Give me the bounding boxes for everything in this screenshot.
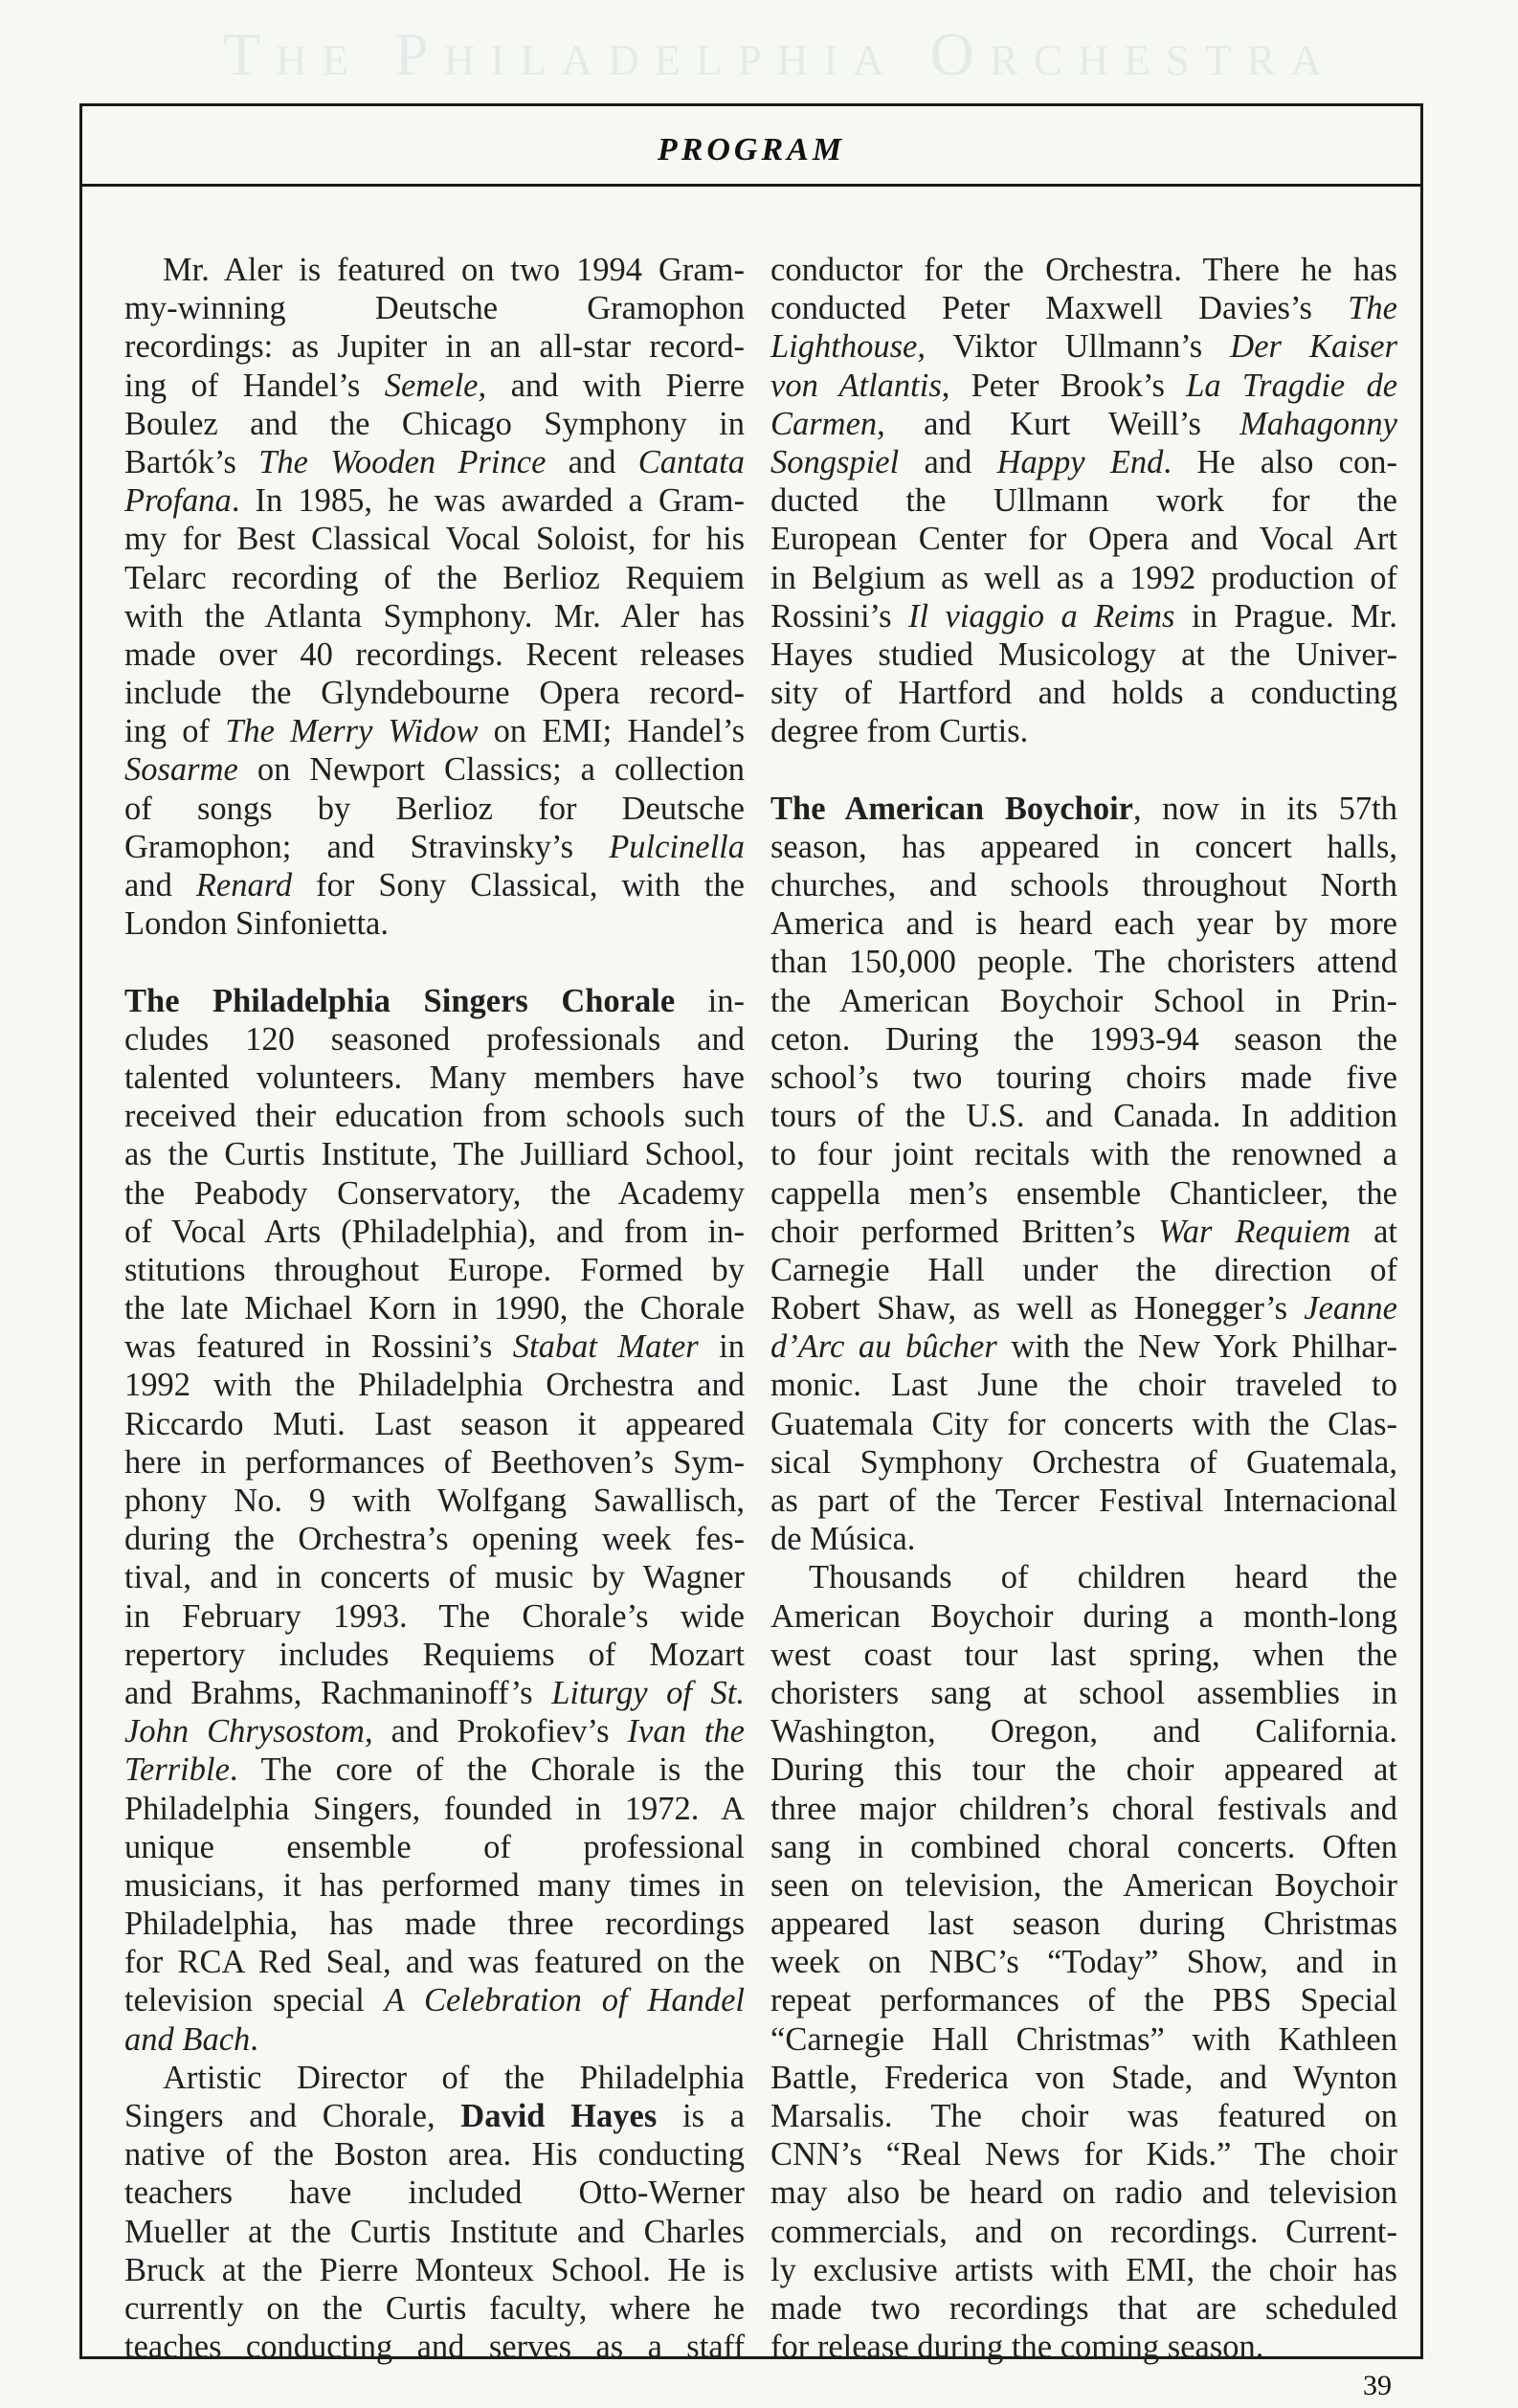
text-run: ing of — [124, 713, 226, 750]
text-run: talented volunteers. Many members have — [124, 1059, 745, 1096]
text-run: for Sony Classical, with the — [292, 867, 745, 903]
text-line — [124, 2059, 745, 2097]
text-run: received their education from schools such — [124, 1098, 745, 1135]
text-line — [770, 1174, 1397, 1213]
text-run: Marsalis. The choir was featured on — [770, 2098, 1397, 2134]
text-line — [770, 1251, 1397, 1289]
italic-title: The — [1348, 290, 1397, 327]
text-run: is a — [657, 2098, 746, 2134]
text-run: and — [124, 867, 196, 903]
text-line — [124, 904, 745, 943]
italic-title: The Merry Widow — [225, 713, 479, 750]
italic-title: Semele, — [384, 367, 487, 404]
text-run: made two recordings that are scheduled — [770, 2289, 1397, 2327]
text-run: musicians, it has performed many times in — [124, 1866, 745, 1904]
text-line — [770, 443, 1397, 481]
page-title: PROGRAM — [657, 131, 846, 167]
text-run: America and is heard each year by more — [770, 905, 1397, 943]
text-run: repertory includes Requiems of Mozart — [124, 1636, 745, 1673]
text-line — [124, 1327, 745, 1366]
text-run: choir performed Britten’s — [770, 1213, 1159, 1250]
text-line — [124, 635, 745, 674]
text-line — [770, 405, 1397, 443]
text-run: currently on the Curtis faculty, where he — [124, 2289, 745, 2327]
text-line — [770, 982, 1397, 1020]
text-line — [124, 866, 745, 904]
text-line — [770, 1482, 1397, 1520]
italic-title: Profana — [124, 482, 232, 520]
text-line — [124, 367, 745, 405]
text-run: week on NBC’s “Today” Show, and in — [770, 1944, 1397, 1981]
text-line — [124, 559, 745, 597]
text-run: sical Symphony Orchestra of Guatemala, — [770, 1443, 1397, 1481]
text-run: for RCA Red Seal, and was featured on the — [124, 1944, 745, 1981]
text-run: to four joint recitals with the renowned a — [770, 1136, 1397, 1173]
italic-title: Jeanne — [1304, 1290, 1397, 1327]
text-run: Philadelphia, has made three recordings — [124, 1906, 745, 1943]
text-run: as part of the Tercer Festival Internacional — [770, 1483, 1397, 1519]
text-run: recordings: as Jupiter in an all-star record- — [124, 328, 745, 366]
text-line — [770, 1020, 1397, 1059]
text-line — [124, 289, 745, 327]
text-line — [124, 712, 745, 750]
text-run: phony No. 9 with Wolfgang Sawallisch, — [124, 1483, 745, 1519]
bold-name: David Hayes — [460, 2098, 658, 2134]
text-run: made over 40 recordings. Recent releases — [124, 635, 745, 673]
text-line — [124, 1790, 745, 1828]
text-run: in February 1993. The Chorale’s wide — [124, 1597, 745, 1635]
text-line — [770, 1059, 1397, 1097]
text-run: , and Prokofiev’s — [364, 1713, 628, 1750]
text-line — [770, 1866, 1397, 1905]
text-run: London Sinfonietta. — [124, 905, 389, 943]
text-line — [124, 1097, 745, 1135]
text-run: and — [899, 443, 997, 480]
italic-title: Stabat Mater — [512, 1328, 699, 1366]
text-line — [124, 481, 745, 520]
text-run: ducted the Ullmann work for the — [770, 482, 1397, 520]
italic-title: Lighthouse, — [770, 328, 926, 366]
text-line — [770, 2213, 1397, 2251]
text-line — [770, 1558, 1397, 1596]
text-line — [770, 1213, 1397, 1251]
text-line — [124, 1981, 745, 2019]
text-line — [124, 1174, 745, 1213]
italic-title: Cantata — [637, 443, 745, 480]
text-run: school’s two touring choirs made five — [770, 1059, 1397, 1096]
text-line — [770, 1366, 1397, 1404]
text-line — [124, 2020, 745, 2059]
text-line — [770, 289, 1397, 327]
text-run: tours of the U.S. and Canada. In addition — [770, 1098, 1397, 1135]
text-run: Telarc recording of the Berlioz Requiem — [124, 559, 745, 596]
text-line — [124, 1289, 745, 1327]
text-line — [124, 1213, 745, 1251]
text-line — [124, 327, 745, 366]
text-line — [770, 1981, 1397, 2019]
text-line — [124, 2251, 745, 2289]
text-run: commercials, and on recordings. Current- — [770, 2213, 1397, 2250]
text-run: for release during the coming season. — [770, 2329, 1264, 2366]
italic-title: Renard — [195, 867, 293, 903]
text-line — [770, 712, 1397, 750]
text-line — [124, 1405, 745, 1443]
text-run: . He also con- — [1163, 443, 1397, 480]
text-line — [124, 1443, 745, 1482]
text-run: on Newport Classics; a collection — [237, 751, 745, 789]
text-line — [124, 1020, 745, 1059]
text-line — [124, 674, 745, 712]
text-run: was featured in Rossini’s — [124, 1328, 513, 1366]
text-run: appeared last season during Christmas — [770, 1906, 1397, 1943]
text-line — [770, 1828, 1397, 1866]
text-line — [124, 1059, 745, 1097]
text-line — [124, 1905, 745, 1943]
italic-title: Songspiel — [770, 443, 900, 480]
text-line — [124, 597, 745, 635]
text-run: repeat performances of the PBS Special — [770, 1982, 1397, 2019]
text-run: than 150,000 people. The choristers attend — [770, 944, 1397, 981]
text-line — [770, 1905, 1397, 1943]
text-line — [770, 1750, 1397, 1789]
text-run: Battle, Frederica von Stade, and Wynton — [770, 2059, 1397, 2096]
text-run: de Música. — [770, 1521, 916, 1558]
text-line — [124, 443, 745, 481]
italic-title: von Atlantis — [770, 367, 942, 404]
program-header — [82, 106, 1420, 187]
text-run: . In 1985, he was awarded a Gram- — [231, 482, 745, 520]
italic-title: Mahagonny — [1239, 405, 1397, 442]
text-run: on EMI; Handel’s — [478, 713, 746, 750]
text-run: sang in combined choral concerts. Often — [770, 1828, 1397, 1865]
text-run: may also be heard on radio and television — [770, 2174, 1397, 2212]
text-run: sity of Hartford and holds a conducting — [770, 675, 1397, 712]
text-line — [124, 1251, 745, 1289]
text-line — [770, 1327, 1397, 1366]
italic-title: Il viaggio a Reims — [908, 597, 1175, 635]
text-run: of songs by Berlioz for Deutsche — [124, 790, 745, 827]
text-line — [124, 1750, 745, 1789]
text-line — [124, 1712, 745, 1750]
text-run: “Carnegie Hall Christmas” with Kathleen — [770, 2020, 1397, 2058]
text-run: seen on television, the American Boychoir — [770, 1866, 1397, 1904]
text-run: conductor for the Orchestra. There he has — [770, 252, 1397, 288]
text-run: conducted Peter Maxwell Davies’s — [770, 290, 1349, 327]
text-run: Mr. Aler is featured on two 1994 Gram- — [163, 252, 745, 288]
text-run: the American Boychoir School in Prin- — [770, 982, 1397, 1019]
text-run: ly exclusive artists with EMI, the choir has — [770, 2251, 1397, 2288]
text-line — [770, 2251, 1397, 2289]
text-line — [124, 2289, 745, 2328]
text-line — [124, 520, 745, 558]
italic-title: The Wooden Prince — [258, 443, 547, 480]
text-run: teaches conducting and serves as a staff — [124, 2329, 745, 2366]
text-run: my for Best Classical Vocal Soloist, for his — [124, 521, 745, 558]
text-run: degree from Curtis. — [770, 713, 1029, 750]
text-line — [770, 674, 1397, 712]
text-line — [124, 1558, 745, 1596]
text-run: Robert Shaw, as well as Honegger’s — [770, 1290, 1305, 1327]
text-line — [770, 1712, 1397, 1750]
italic-title: Sosarme — [124, 751, 238, 789]
text-run: Gramophon; and Stravinsky’s — [124, 828, 610, 865]
text-line — [770, 635, 1397, 674]
text-run: native of the Boston area. His conducting — [124, 2136, 745, 2174]
text-line — [124, 1135, 745, 1173]
text-line — [770, 1520, 1397, 1558]
text-line — [770, 790, 1397, 828]
text-line — [770, 597, 1397, 635]
text-run: in — [698, 1328, 745, 1366]
text-run: , Peter Brook’s — [941, 367, 1187, 404]
text-line — [770, 2328, 1397, 2366]
text-run: in Belgium as well as a 1992 production of — [770, 559, 1397, 596]
text-line — [124, 2213, 745, 2251]
italic-title: A Celebration of Handel — [384, 1982, 745, 2019]
text-line — [124, 2135, 745, 2174]
text-run: 1992 with the Philadelphia Orchestra and — [124, 1367, 745, 1404]
italic-title: Ivan the — [627, 1713, 745, 1750]
text-line — [770, 2289, 1397, 2328]
text-run: Guatemala City for concerts with the Clas- — [770, 1405, 1397, 1442]
text-run: Mueller at the Curtis Institute and Charles — [124, 2213, 745, 2250]
text-line — [124, 1943, 745, 1981]
text-line — [770, 2059, 1397, 2097]
page-number: 39 — [1363, 2370, 1392, 2401]
text-run: During this tour the choir appeared at — [770, 1751, 1397, 1789]
text-run: choristers sang at school assemblies in — [770, 1674, 1397, 1711]
text-run: Riccardo Muti. Last season it appeared — [124, 1405, 745, 1442]
text-run: Boulez and the Chicago Symphony in — [124, 405, 745, 442]
italic-title: La Tragdie de — [1186, 367, 1398, 404]
text-run: Rossini’s — [770, 597, 908, 635]
text-run: and with Pierre — [486, 367, 745, 404]
background-watermark-title: The Philadelphia Orchestra — [223, 20, 1337, 88]
text-line — [124, 251, 745, 289]
text-run: during the Orchestra’s opening week fes- — [124, 1521, 745, 1558]
text-line — [124, 1866, 745, 1905]
text-line — [770, 1443, 1397, 1482]
text-line — [770, 520, 1397, 558]
text-line — [770, 904, 1397, 943]
text-run: season, has appeared in concert halls, — [770, 828, 1397, 865]
text-line — [770, 1674, 1397, 1712]
text-run: , and Kurt Weill’s — [877, 405, 1240, 442]
text-line — [124, 1674, 745, 1712]
text-run: monic. Last June the choir traveled to — [770, 1367, 1397, 1404]
text-line — [770, 559, 1397, 597]
text-line — [770, 828, 1397, 866]
text-line — [124, 2097, 745, 2135]
text-line — [770, 866, 1397, 904]
text-run: the Peabody Conservatory, the Academy — [124, 1174, 745, 1212]
text-line — [124, 2328, 745, 2366]
text-line — [770, 367, 1397, 405]
text-line — [124, 982, 745, 1020]
text-line — [124, 1366, 745, 1404]
text-line — [770, 2020, 1397, 2059]
italic-title: d’Arc au bûcher — [770, 1328, 997, 1366]
text-line — [770, 251, 1397, 289]
text-line — [770, 1097, 1397, 1135]
text-run: Singers and Chorale, — [124, 2098, 461, 2134]
text-line — [124, 828, 745, 866]
text-run: with the Atlanta Symphony. Mr. Aler has — [124, 597, 745, 635]
text-run: in- — [675, 982, 746, 1019]
italic-title: Pulcinella — [609, 828, 745, 865]
italic-title: Der Kaiser — [1230, 328, 1398, 366]
bold-name: The American Boychoir — [770, 790, 1133, 827]
text-run: ing of Handel’s — [124, 367, 385, 404]
text-run: in Prague. Mr. — [1174, 597, 1397, 635]
italic-title: Happy End — [996, 443, 1164, 480]
text-run: . The core of the Chorale is the — [229, 1751, 745, 1789]
text-line — [124, 750, 745, 789]
text-line — [770, 1790, 1397, 1828]
text-run: unique ensemble of professional — [124, 1828, 745, 1865]
text-run: as the Curtis Institute, The Juilliard School, — [124, 1136, 745, 1173]
text-run: CNN’s “Real News for Kids.” The choir — [770, 2136, 1397, 2174]
text-run: European Center for Opera and Vocal Art — [770, 521, 1397, 558]
text-line — [124, 1597, 745, 1636]
left-column — [124, 251, 745, 2366]
text-run: Philadelphia Singers, founded in 1972. A — [124, 1790, 745, 1827]
text-run: include the Glyndebourne Opera record- — [124, 675, 745, 712]
paragraph-spacer — [124, 943, 745, 981]
text-run: ceton. During the 1993-94 season the — [770, 1020, 1397, 1058]
text-run: the late Michael Korn in 1990, the Chorale — [124, 1290, 745, 1327]
text-line — [770, 2174, 1397, 2212]
text-line — [770, 1405, 1397, 1443]
italic-title: and Bach — [124, 2020, 251, 2058]
text-line — [770, 481, 1397, 520]
text-run: , now in its 57th — [1132, 790, 1397, 827]
text-run: Hayes studied Musicology at the Univer- — [770, 635, 1397, 673]
italic-title: War Requiem — [1158, 1213, 1351, 1250]
text-line — [770, 1943, 1397, 1981]
text-run: cludes 120 seasoned professionals and — [124, 1020, 745, 1058]
text-line — [770, 2135, 1397, 2174]
text-line — [770, 327, 1397, 366]
text-line — [124, 1828, 745, 1866]
paragraph-spacer — [770, 750, 1397, 789]
text-line — [770, 943, 1397, 981]
text-run: Artistic Director of the Philadelphia — [163, 2059, 745, 2096]
text-run: west coast tour last spring, when the — [770, 1636, 1397, 1673]
text-run: Viktor Ullmann’s — [925, 328, 1231, 366]
text-run: and Brahms, Rachmaninoff’s — [124, 1674, 552, 1711]
text-line — [124, 2174, 745, 2212]
text-line — [124, 790, 745, 828]
text-run: Carnegie Hall under the direction of — [770, 1251, 1397, 1288]
italic-title: John Chrysostom — [124, 1713, 365, 1750]
text-run: three major children’s choral festivals and — [770, 1790, 1397, 1827]
text-run: tival, and in concerts of music by Wagner — [124, 1559, 745, 1596]
text-line — [770, 1289, 1397, 1327]
text-run: churches, and schools throughout North — [770, 867, 1397, 903]
text-line — [124, 1482, 745, 1520]
text-line — [124, 1520, 745, 1558]
italic-title: Carmen — [770, 405, 878, 442]
text-line — [124, 1636, 745, 1674]
text-run: American Boychoir during a month-long — [770, 1597, 1397, 1635]
text-run: Washington, Oregon, and California. — [770, 1713, 1397, 1750]
text-line — [770, 1597, 1397, 1636]
text-run: teachers have included Otto-Werner — [124, 2174, 745, 2212]
text-run: Bruck at the Pierre Monteux School. He is — [124, 2251, 745, 2288]
text-run: stitutions throughout Europe. Formed by — [124, 1251, 745, 1288]
text-run: Thousands of children heard the — [809, 1559, 1397, 1596]
text-run: my-winning Deutsche Gramophon — [124, 290, 745, 327]
text-run: at — [1351, 1213, 1397, 1250]
italic-title: Terrible — [124, 1751, 230, 1789]
text-line — [770, 1135, 1397, 1173]
text-run: . — [250, 2020, 258, 2058]
text-run: cappella men’s ensemble Chanticleer, the — [770, 1174, 1397, 1212]
text-run: with the New York Philhar- — [996, 1328, 1397, 1366]
right-column — [770, 251, 1397, 2366]
italic-title: Liturgy of St. — [551, 1674, 745, 1711]
text-run: Bartók’s — [124, 443, 259, 480]
bold-name: The Philadelphia Singers Chorale — [124, 982, 676, 1019]
text-line — [124, 405, 745, 443]
text-run: television special — [124, 1982, 385, 2019]
text-run: here in performances of Beethoven’s Sym- — [124, 1443, 745, 1481]
text-run: and — [546, 443, 638, 480]
text-line — [770, 2097, 1397, 2135]
text-run: of Vocal Arts (Philadelphia), and from in- — [124, 1213, 745, 1250]
text-line — [770, 1636, 1397, 1674]
